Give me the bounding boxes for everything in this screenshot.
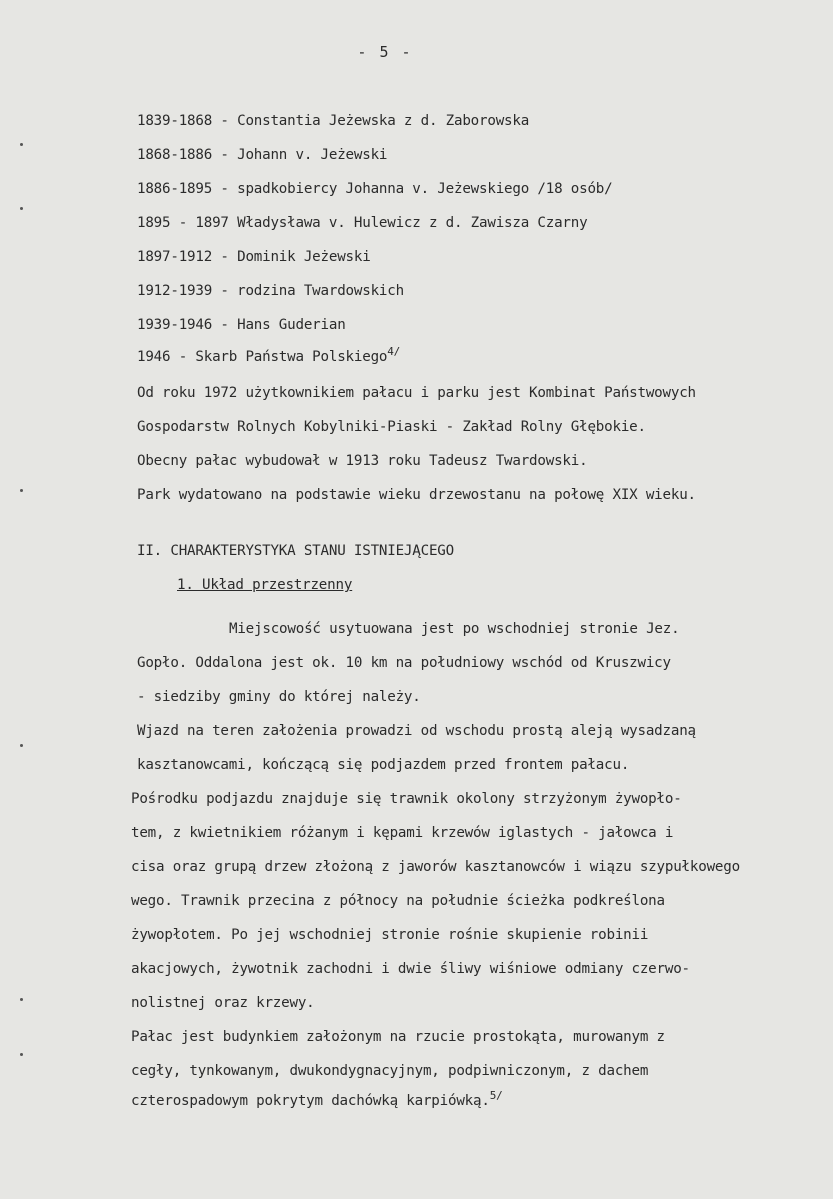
body-line: Wjazd na teren założenia prowadzi od wschodu prostą aleją wysadzaną — [137, 723, 696, 739]
punch-hole-mark — [20, 207, 23, 210]
chronology-line: 1897-1912 - Dominik Jeżewski — [137, 249, 371, 265]
body-line: cegły, tynkowanym, dwukondygnacyjnym, podpiwniczonym, z dachem — [131, 1063, 649, 1079]
chronology-line: 1939-1946 - Hans Guderian — [137, 317, 346, 333]
body-line: Miejscowość usytuowana jest po wschodniej stronie Jez. — [229, 621, 680, 637]
body-line: Pośrodku podjazdu znajduje się trawnik okolony strzyżonym żywopło- — [131, 791, 682, 807]
footnote-ref: 4/ — [387, 345, 401, 358]
footnote-ref: 5/ — [489, 1089, 503, 1102]
subsection-heading: 1. Układ przestrzenny — [177, 577, 353, 593]
body-line-last — [131, 1089, 503, 1109]
chronology-text: 1946 - Skarb Państwa Polskiego — [137, 349, 388, 365]
body-text: czterospadowym pokrytym dachówką karpiówką. — [131, 1093, 490, 1109]
chronology-line: 1912-1939 - rodzina Twardowskich — [137, 283, 404, 299]
chronology-line: 1895 - 1897 Władysława v. Hulewicz z d. Zawisza Czarny — [137, 215, 588, 231]
punch-hole-mark — [20, 489, 23, 492]
punch-hole-mark — [20, 744, 23, 747]
chronology-line: 1886-1895 - spadkobiercy Johanna v. Jeżewskiego /18 osób/ — [137, 181, 613, 197]
punch-hole-mark — [20, 143, 23, 146]
note-line: Park wydatowano na podstawie wieku drzewostanu na połowę XIX wieku. — [137, 487, 696, 503]
page-number: - 5 - — [357, 43, 413, 61]
note-line: Gospodarstw Rolnych Kobylniki-Piaski - Zakład Rolny Głębokie. — [137, 419, 646, 435]
body-line: akacjowych, żywotnik zachodni i dwie śliwy wiśniowe odmiany czerwo- — [131, 961, 690, 977]
body-line: cisa oraz grupą drzew złożoną z jaworów kasztanowców i wiązu szypułkowego — [131, 859, 740, 875]
section-heading: II. CHARAKTERYSTYKA STANU ISTNIEJĄCEGO — [137, 543, 454, 559]
punch-hole-mark — [20, 998, 23, 1001]
note-line: Obecny pałac wybudował w 1913 roku Tadeusz Twardowski. — [137, 453, 588, 469]
punch-hole-mark — [20, 1053, 23, 1056]
note-line: Od roku 1972 użytkownikiem pałacu i parku jest Kombinat Państwowych — [137, 385, 696, 401]
chronology-line: 1839-1868 - Constantia Jeżewska z d. Zaborowska — [137, 113, 530, 129]
body-line: kasztanowcami, kończącą się podjazdem przed frontem pałacu. — [137, 757, 630, 773]
body-line: Pałac jest budynkiem założonym na rzucie prostokąta, murowanym z — [131, 1029, 665, 1045]
body-line: tem, z kwietnikiem różanym i kępami krzewów iglastych - jałowca i — [131, 825, 674, 841]
body-line: nolistnej oraz krzewy. — [131, 995, 315, 1011]
chronology-line: 1868-1886 - Johann v. Jeżewski — [137, 147, 388, 163]
body-line: Gopło. Oddalona jest ok. 10 km na południowy wschód od Kruszwicy — [137, 655, 671, 671]
body-line: wego. Trawnik przecina z północy na południe ścieżka podkreślona — [131, 893, 665, 909]
chronology-line-last — [137, 345, 401, 365]
body-line: żywopłotem. Po jej wschodniej stronie rośnie skupienie robinii — [131, 927, 649, 943]
body-line: - siedziby gminy do której należy. — [137, 689, 421, 705]
